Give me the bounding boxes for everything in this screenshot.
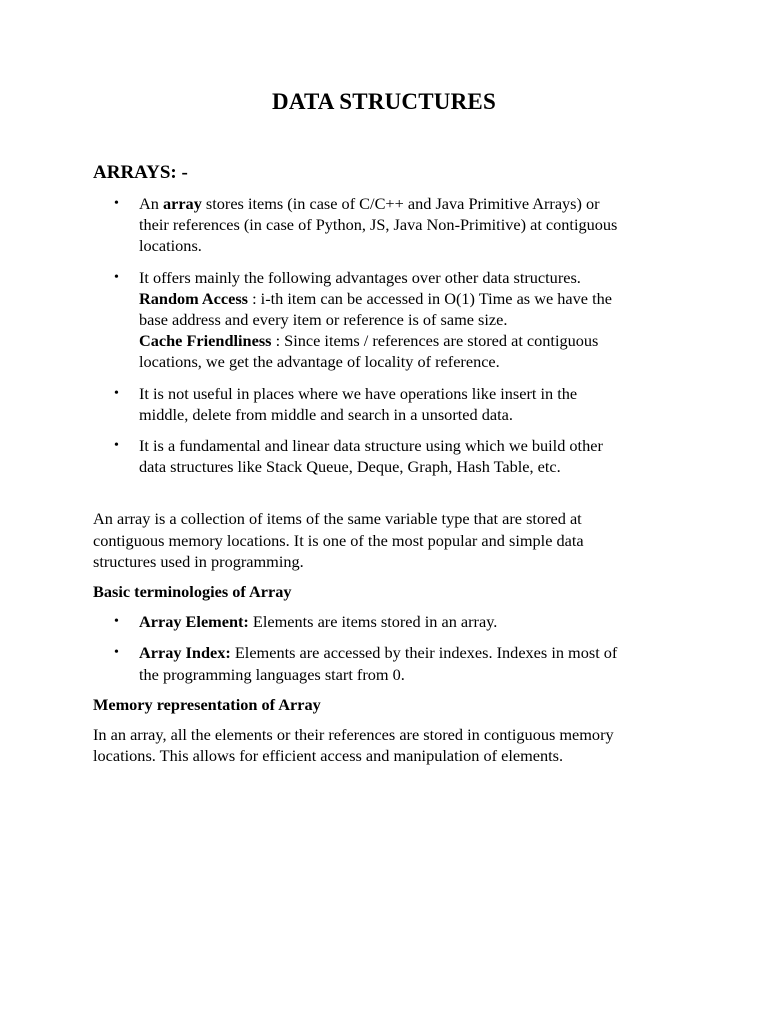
list-item [114, 267, 683, 373]
text-run: data structures like Stack Queue, Deque, Graph, Hash Table, etc. [139, 457, 561, 477]
bold-term: Random Access [139, 288, 248, 308]
text-run: Elements are items stored in an array. [248, 612, 498, 632]
bold-term: array [162, 194, 202, 213]
bold-term: Array Element: [139, 612, 249, 632]
text-line [139, 456, 683, 477]
list-item [114, 383, 683, 425]
bullet-icon: • [114, 196, 119, 211]
text-line [139, 309, 683, 330]
list-item [114, 193, 683, 257]
text-run: It is a fundamental and linear data structure using which we build other [139, 436, 603, 456]
text-run: It is not useful in places where we have operations like insert in the [139, 383, 578, 403]
bullet-icon: • [114, 269, 119, 285]
text-line [139, 330, 683, 351]
list-item [114, 642, 683, 684]
section-heading-arrays: ARRAYS: - [93, 162, 188, 183]
text-line [139, 642, 683, 663]
text-run: An [139, 194, 163, 213]
text-line [139, 404, 683, 425]
text-run: locations. [139, 236, 202, 256]
text-line [139, 193, 683, 214]
text-line [139, 351, 683, 372]
memory-paragraph [93, 724, 683, 766]
text-run: their references (in case of Python, JS, Java Non-Primitive) at contiguous [139, 215, 618, 235]
terminology-bullet-list [93, 611, 683, 685]
text-line [139, 288, 683, 309]
text-run: : Since items / references are stored at contiguous [271, 331, 599, 351]
text-run: the programming languages start from 0. [139, 664, 405, 684]
text-line [139, 383, 683, 404]
text-line: locations. This allows for efficient access and manipulation of elements. [93, 746, 564, 766]
text-line: An array is a collection of items of the same variable type that are stored at [93, 509, 582, 529]
memory-heading: Memory representation of Array [93, 694, 321, 714]
document-body [93, 193, 683, 766]
text-run: : i-th item can be accessed in O(1) Time as we have the [248, 288, 612, 308]
bullet-icon: • [114, 645, 119, 661]
bold-term: Array Index: [139, 643, 231, 663]
text-run: It offers mainly the following advantages over other data structures. [139, 267, 581, 287]
text-run: middle, delete from middle and search in a unsorted data. [139, 404, 513, 424]
text-line [139, 664, 683, 685]
list-item [114, 435, 683, 477]
text-run: Elements are accessed by their indexes. Indexes in most of [230, 643, 618, 663]
text-line [139, 435, 683, 456]
text-run: base address and every item or reference is of same size. [139, 310, 508, 330]
list-item [114, 611, 683, 632]
text-line [139, 235, 683, 256]
text-line [139, 267, 683, 288]
intro-paragraph [93, 508, 683, 572]
terminology-heading: Basic terminologies of Array [93, 582, 292, 602]
text-run: stores items (in case of C/C++ and Java Primitive Arrays) or [201, 194, 600, 213]
text-run: locations, we get the advantage of locality of reference. [139, 352, 500, 372]
bullet-icon: • [114, 438, 119, 454]
text-line [139, 611, 683, 632]
text-line: In an array, all the elements or their references are stored in contiguous memory [93, 725, 614, 745]
text-line [139, 214, 683, 235]
text-line: contiguous memory locations. It is one of the most popular and simple data [93, 530, 584, 550]
page-title: DATA STRUCTURES [272, 89, 496, 114]
bullet-icon: • [114, 385, 119, 401]
section-gap [93, 487, 683, 508]
text-line: structures used in programming. [93, 551, 304, 571]
bullet-icon: • [114, 614, 119, 630]
advantages-bullet-list [93, 193, 683, 477]
bold-term: Cache Friendliness [139, 331, 272, 351]
